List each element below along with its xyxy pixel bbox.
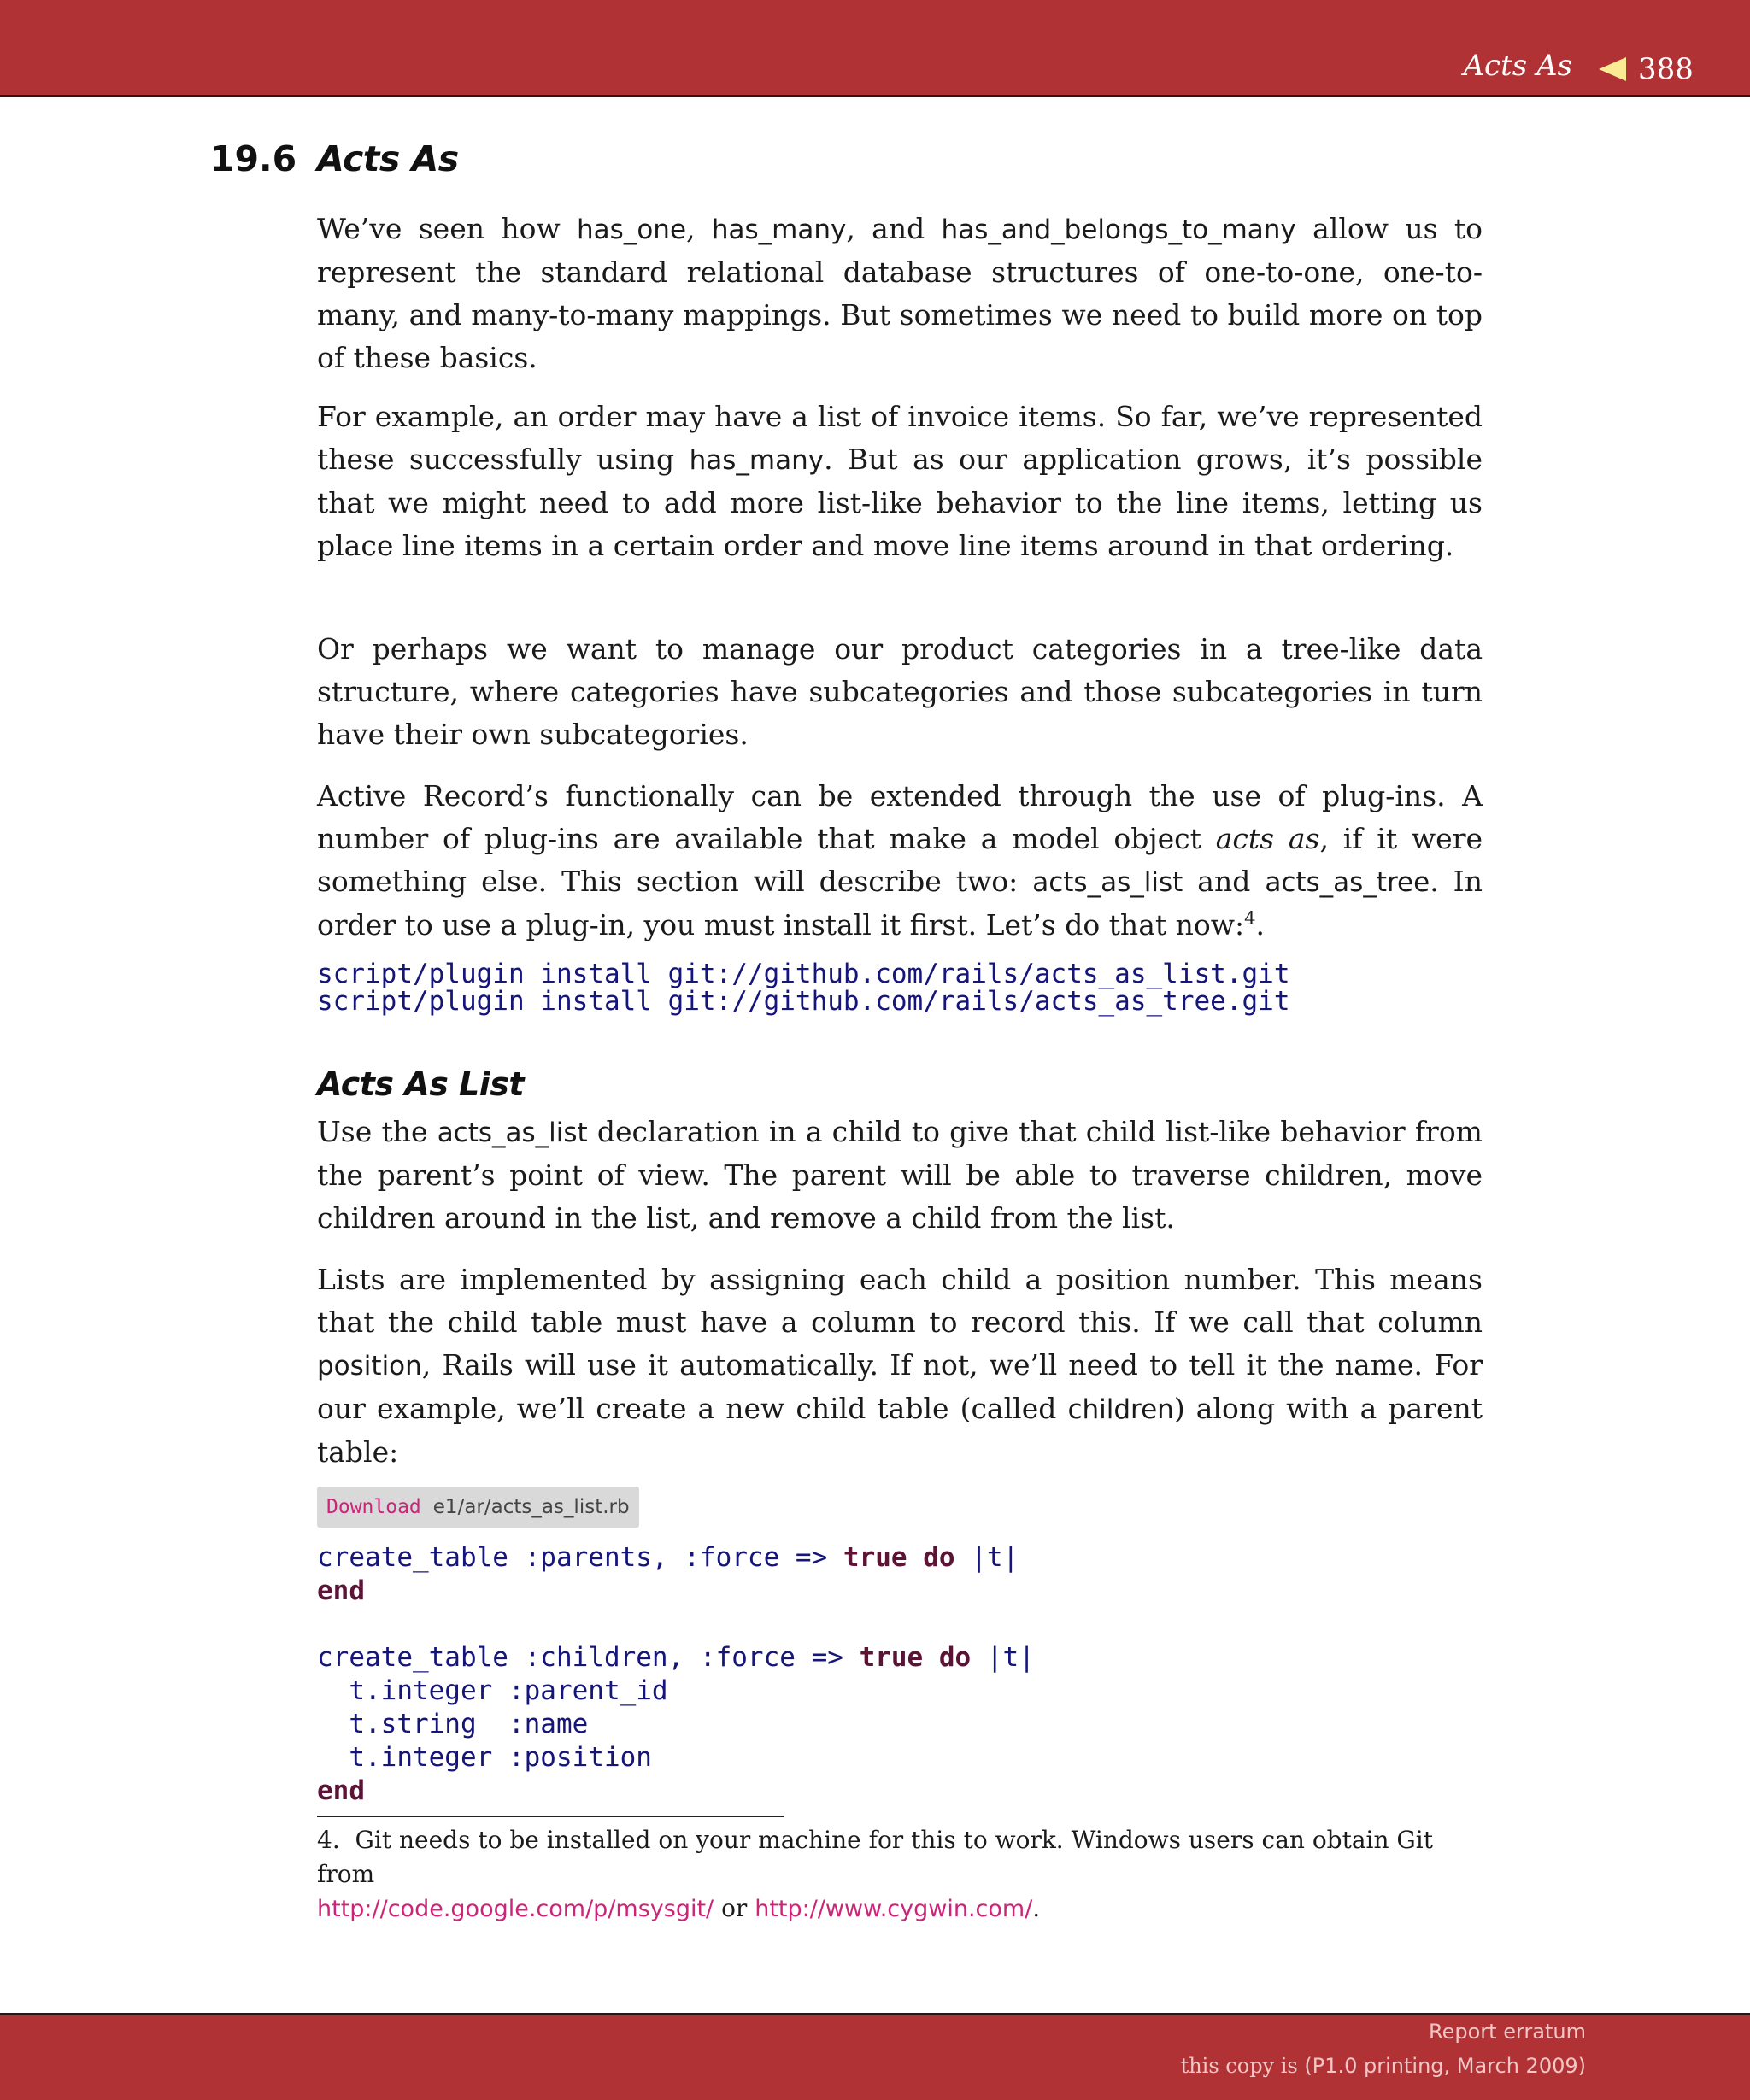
copy-info: this copy is (P1.0 printing, March 2009) [1180, 2054, 1586, 2078]
install-code-block [317, 960, 1289, 1015]
download-link[interactable] [317, 1487, 639, 1528]
inline-code-has-many: has_many [711, 214, 847, 245]
subsection-title: Acts As List [317, 1065, 525, 1103]
code-line: t.integer :parent_id [317, 1675, 668, 1706]
section-title: Acts As [317, 138, 459, 179]
paragraph-6: Lists are implemented by assigning each child a position number. This means that the child table must have a column to record this. If we call that column position, Rails will use it automatically. If not, we’ll need to tell it the name. For our example, we’ll create a new child table (called children) along with a parent table: [317, 1263, 1483, 1469]
paragraph-3: Or perhaps we want to manage our product categories in a tree-like data structure, where categories have subcategories and those subcategories in turn have their own subcategories. [317, 632, 1483, 751]
code-line: script/plugin install git://github.com/rails/acts_as_list.git [317, 959, 1290, 989]
inline-code-position: position [317, 1351, 422, 1381]
footnote-number: 4. [317, 1826, 340, 1854]
footnote-ref-4[interactable]: 4 [1244, 908, 1256, 929]
download-label[interactable]: Download [326, 1496, 421, 1518]
code-line: create_table :children, :force => true do |t| [317, 1642, 1035, 1673]
running-header-title: Acts As [1463, 49, 1572, 83]
cygwin-link[interactable]: http://www.cygwin.com/ [755, 1896, 1033, 1922]
download-path[interactable]: e1/ar/acts_as_list.rb [432, 1496, 630, 1518]
paragraph-5: Use the acts_as_list declaration in a child to give that child list-like behavior from the parent’s point of view. The parent will be able to traverse children, move children around in the list, and remove a child from the list. [317, 1115, 1483, 1235]
inline-code-acts-as-list: acts_as_list [1032, 867, 1183, 898]
code-line: t.string :name [317, 1709, 589, 1739]
footnote-4: 4. Git needs to be installed on your machine for this to work. Windows users can obtain Git from http://code.google.com/p/msysgit/ or http://www.cygwin.com/. [317, 1826, 1434, 1922]
report-erratum-link[interactable]: Report erratum [1429, 2020, 1586, 2044]
paragraph-2: For example, an order may have a list of invoice items. So far, we’ve represented these successfully using has_many. But as our application grows, it’s possible that we might need to add more list-like behavior to the line items, letting us place line items in a certain order and move line items around in that ordering. [317, 400, 1483, 562]
inline-code-children: children [1067, 1394, 1174, 1425]
code-line: end [317, 1775, 365, 1806]
inline-code-has-one: has_one [577, 214, 687, 245]
migration-code-block [317, 1541, 1035, 1808]
footnote-divider [317, 1816, 784, 1817]
code-line: end [317, 1575, 365, 1606]
code-line-blank [317, 1608, 1035, 1641]
section-number: 19.6 [210, 138, 297, 179]
paragraph-1: We’ve seen how has_one, has_many, and has_and_belongs_to_many allow us to represent the standard relational database structures of one-to-one, one-to-many, and many-to-many mappings. But sometimes we need to build more on top of these basics. [317, 212, 1483, 374]
inline-code-habtm: has_and_belongs_to_many [941, 214, 1296, 245]
paragraph-4: Active Record’s functionally can be extended through the use of plug-ins. A number of plug-ins are available that make a model object acts as, if it were something else. This section will describe two: acts_as_list and acts_as_tree. In order to use a plug-in, you must install it first. Let’s do that now:$^4$. [317, 779, 1483, 941]
previous-page-arrow-icon[interactable] [1599, 57, 1626, 81]
code-line: script/plugin install git://github.com/rails/acts_as_tree.git [317, 986, 1290, 1017]
inline-code-has-many: has_many [689, 445, 825, 476]
emphasis-acts-as: acts as [1215, 822, 1320, 855]
page-number: 388 [1638, 52, 1694, 86]
code-line: t.integer :position [317, 1742, 652, 1773]
inline-code-acts-as-tree: acts_as_tree [1265, 867, 1430, 898]
msysgit-link[interactable]: http://code.google.com/p/msysgit/ [317, 1896, 714, 1922]
inline-code-acts-as-list: acts_as_list [437, 1117, 588, 1148]
code-line: create_table :parents, :force => true do |t| [317, 1542, 1019, 1573]
